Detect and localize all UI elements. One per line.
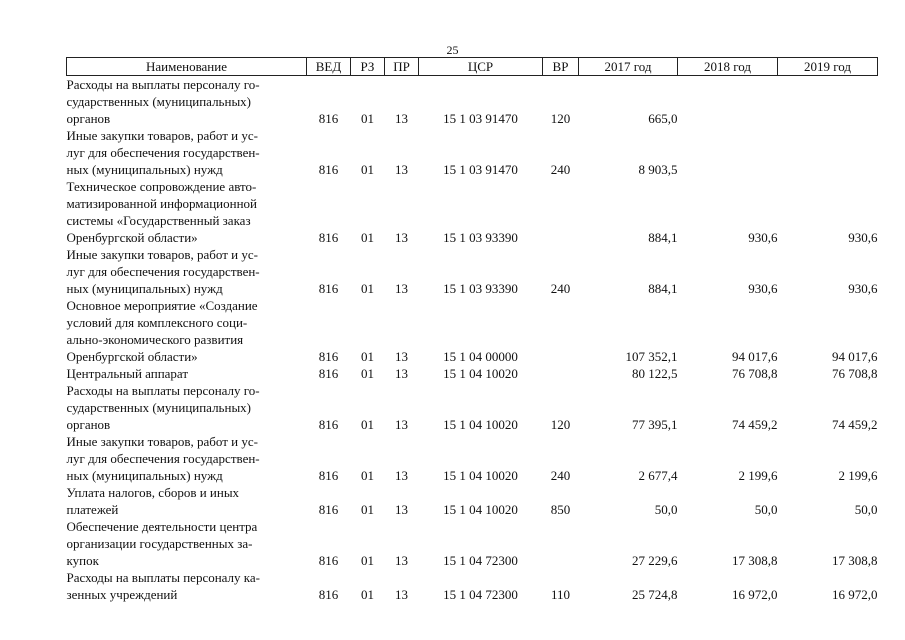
cell-pr: 13 — [395, 111, 408, 126]
name-line: органов — [66, 417, 111, 432]
name-line: органов — [66, 111, 111, 126]
cell-name — [67, 518, 307, 569]
cell-rz: 01 — [361, 553, 374, 568]
cell-csr: 15 1 04 10020 — [443, 468, 518, 483]
cell-rz: 01 — [361, 162, 374, 177]
name-line: зенных учреждений — [66, 587, 178, 602]
name-line: ально-экономического развития — [66, 332, 244, 347]
cell-vr: 240 — [550, 162, 571, 177]
header-name: Наименование — [67, 58, 307, 76]
cell-csr: 15 1 03 93390 — [443, 230, 518, 245]
cell-pr: 13 — [395, 417, 408, 432]
cell-2018: 76 708,8 — [732, 366, 778, 381]
cell-vr: 120 — [550, 111, 571, 126]
name-line: луг для обеспечения государствен- — [66, 145, 260, 160]
table-row — [67, 246, 878, 297]
cell-pr: 13 — [395, 366, 408, 381]
cell-2017: 2 677,4 — [638, 468, 678, 483]
cell-vr: 240 — [550, 468, 571, 483]
name-line: платежей — [66, 502, 119, 517]
table-row — [67, 76, 878, 128]
name-line: Основное мероприятие «Создание — [66, 298, 258, 313]
cell-2019 — [778, 76, 878, 128]
cell-name — [67, 76, 307, 128]
cell-csr: 15 1 04 10020 — [443, 502, 518, 517]
cell-2018 — [678, 76, 778, 128]
cell-pr: 13 — [395, 468, 408, 483]
table-row — [67, 127, 878, 178]
cell-vr — [543, 518, 579, 569]
header-vr: ВР — [543, 58, 579, 76]
cell-2019: 2 199,6 — [838, 468, 878, 483]
cell-ved: 816 — [318, 587, 339, 602]
cell-2017: 50,0 — [654, 502, 678, 517]
cell-2018: 930,6 — [748, 230, 778, 245]
cell-2017: 665,0 — [648, 111, 678, 126]
cell-2018: 94 017,6 — [732, 349, 778, 364]
name-line: Расходы на выплаты персоналу го- — [66, 383, 260, 398]
page-number: 25 — [446, 43, 459, 57]
cell-rz: 01 — [361, 587, 374, 602]
cell-ved: 816 — [318, 417, 339, 432]
cell-2018: 16 972,0 — [732, 587, 778, 602]
cell-vr — [543, 365, 579, 382]
cell-rz: 01 — [361, 502, 374, 517]
cell-rz: 01 — [361, 281, 374, 296]
cell-2017: 80 122,5 — [632, 366, 678, 381]
name-line: сударственных (муниципальных) — [66, 400, 252, 415]
cell-vr — [543, 178, 579, 246]
cell-name — [67, 127, 307, 178]
table-row — [67, 365, 878, 382]
cell-name — [67, 569, 307, 603]
cell-csr: 15 1 04 72300 — [443, 587, 518, 602]
header-rz: РЗ — [351, 58, 385, 76]
cell-2017: 8 903,5 — [638, 162, 678, 177]
table-row — [67, 518, 878, 569]
cell-name — [67, 433, 307, 484]
cell-vr: 120 — [550, 417, 571, 432]
name-line: ных (муниципальных) нужд — [66, 468, 223, 483]
cell-2018: 2 199,6 — [738, 468, 778, 483]
cell-rz: 01 — [361, 349, 374, 364]
cell-2017: 107 352,1 — [625, 349, 678, 364]
table-row — [67, 382, 878, 433]
cell-2019: 930,6 — [848, 281, 878, 296]
cell-rz: 01 — [361, 366, 374, 381]
cell-csr: 15 1 04 10020 — [443, 366, 518, 381]
table-body — [67, 76, 878, 604]
name-line: Оренбургской области» — [66, 349, 198, 364]
cell-2018: 930,6 — [748, 281, 778, 296]
cell-name — [67, 246, 307, 297]
cell-csr: 15 1 04 72300 — [443, 553, 518, 568]
cell-2017: 884,1 — [648, 281, 678, 296]
name-line: Техническое сопровождение авто- — [66, 179, 257, 194]
cell-2018: 50,0 — [754, 502, 778, 517]
cell-ved: 816 — [318, 230, 339, 245]
name-line: сударственных (муниципальных) — [66, 94, 252, 109]
table-row — [67, 297, 878, 365]
header-csr: ЦСР — [419, 58, 543, 76]
cell-ved: 816 — [318, 468, 339, 483]
cell-pr: 13 — [395, 230, 408, 245]
cell-2019 — [778, 127, 878, 178]
cell-name — [67, 178, 307, 246]
name-line: условий для комплексного соци- — [66, 315, 248, 330]
cell-vr — [543, 297, 579, 365]
cell-ved: 816 — [318, 366, 339, 381]
cell-2019: 94 017,6 — [832, 349, 878, 364]
cell-rz: 01 — [361, 417, 374, 432]
cell-vr: 240 — [550, 281, 571, 296]
cell-ved: 816 — [318, 162, 339, 177]
table-row — [67, 484, 878, 518]
cell-pr: 13 — [395, 349, 408, 364]
cell-name — [67, 484, 307, 518]
cell-2017: 77 395,1 — [632, 417, 678, 432]
cell-vr: 850 — [550, 502, 571, 517]
table-row — [67, 569, 878, 603]
cell-rz: 01 — [361, 111, 374, 126]
budget-table — [66, 57, 878, 603]
cell-csr: 15 1 04 10020 — [443, 417, 518, 432]
cell-csr: 15 1 03 93390 — [443, 281, 518, 296]
name-line: организации государственных за- — [66, 536, 253, 551]
name-line: луг для обеспечения государствен- — [66, 264, 260, 279]
cell-name — [67, 297, 307, 365]
header-2018: 2018 год — [678, 58, 778, 76]
cell-2017: 884,1 — [648, 230, 678, 245]
name-line: Иные закупки товаров, работ и ус- — [66, 128, 258, 143]
name-line: купок — [66, 553, 99, 568]
name-line: Центральный аппарат — [66, 366, 189, 381]
cell-vr: 110 — [550, 587, 571, 602]
cell-2019: 17 308,8 — [832, 553, 878, 568]
cell-pr: 13 — [395, 587, 408, 602]
cell-2018 — [678, 127, 778, 178]
cell-rz: 01 — [361, 468, 374, 483]
cell-2017: 27 229,6 — [632, 553, 678, 568]
cell-csr: 15 1 03 91470 — [443, 162, 518, 177]
table-row — [67, 433, 878, 484]
cell-rz: 01 — [361, 230, 374, 245]
name-line: луг для обеспечения государствен- — [66, 451, 260, 466]
cell-name — [67, 365, 307, 382]
header-2019: 2019 год — [778, 58, 878, 76]
name-line: Обеспечение деятельности центра — [66, 519, 258, 534]
cell-name — [67, 382, 307, 433]
cell-pr: 13 — [395, 502, 408, 517]
cell-ved: 816 — [318, 281, 339, 296]
name-line: Расходы на выплаты персоналу го- — [66, 77, 260, 92]
cell-2019: 50,0 — [854, 502, 878, 517]
name-line: ных (муниципальных) нужд — [66, 281, 223, 296]
cell-2018: 17 308,8 — [732, 553, 778, 568]
cell-ved: 816 — [318, 111, 339, 126]
header-ved: ВЕД — [307, 58, 351, 76]
header-pr: ПР — [385, 58, 419, 76]
cell-2018: 74 459,2 — [732, 417, 778, 432]
cell-pr: 13 — [395, 281, 408, 296]
cell-csr: 15 1 04 00000 — [443, 349, 518, 364]
table-header-row — [67, 58, 878, 76]
cell-2019: 76 708,8 — [832, 366, 878, 381]
cell-pr: 13 — [395, 162, 408, 177]
cell-csr: 15 1 03 91470 — [443, 111, 518, 126]
cell-ved: 816 — [318, 502, 339, 517]
cell-pr: 13 — [395, 553, 408, 568]
name-line: ных (муниципальных) нужд — [66, 162, 223, 177]
cell-ved: 816 — [318, 553, 339, 568]
table-row — [67, 178, 878, 246]
name-line: матизированной информационной — [66, 196, 257, 211]
cell-2017: 25 724,8 — [632, 587, 678, 602]
header-2017: 2017 год — [579, 58, 678, 76]
cell-ved: 816 — [318, 349, 339, 364]
cell-2019: 74 459,2 — [832, 417, 878, 432]
name-line: Иные закупки товаров, работ и ус- — [66, 247, 258, 262]
name-line: системы «Государственный заказ — [66, 213, 251, 228]
cell-2019: 930,6 — [848, 230, 878, 245]
name-line: Оренбургской области» — [66, 230, 198, 245]
name-line: Расходы на выплаты персоналу ка- — [66, 570, 261, 585]
name-line: Иные закупки товаров, работ и ус- — [66, 434, 258, 449]
name-line: Уплата налогов, сборов и иных — [66, 485, 240, 500]
cell-2019: 16 972,0 — [832, 587, 878, 602]
